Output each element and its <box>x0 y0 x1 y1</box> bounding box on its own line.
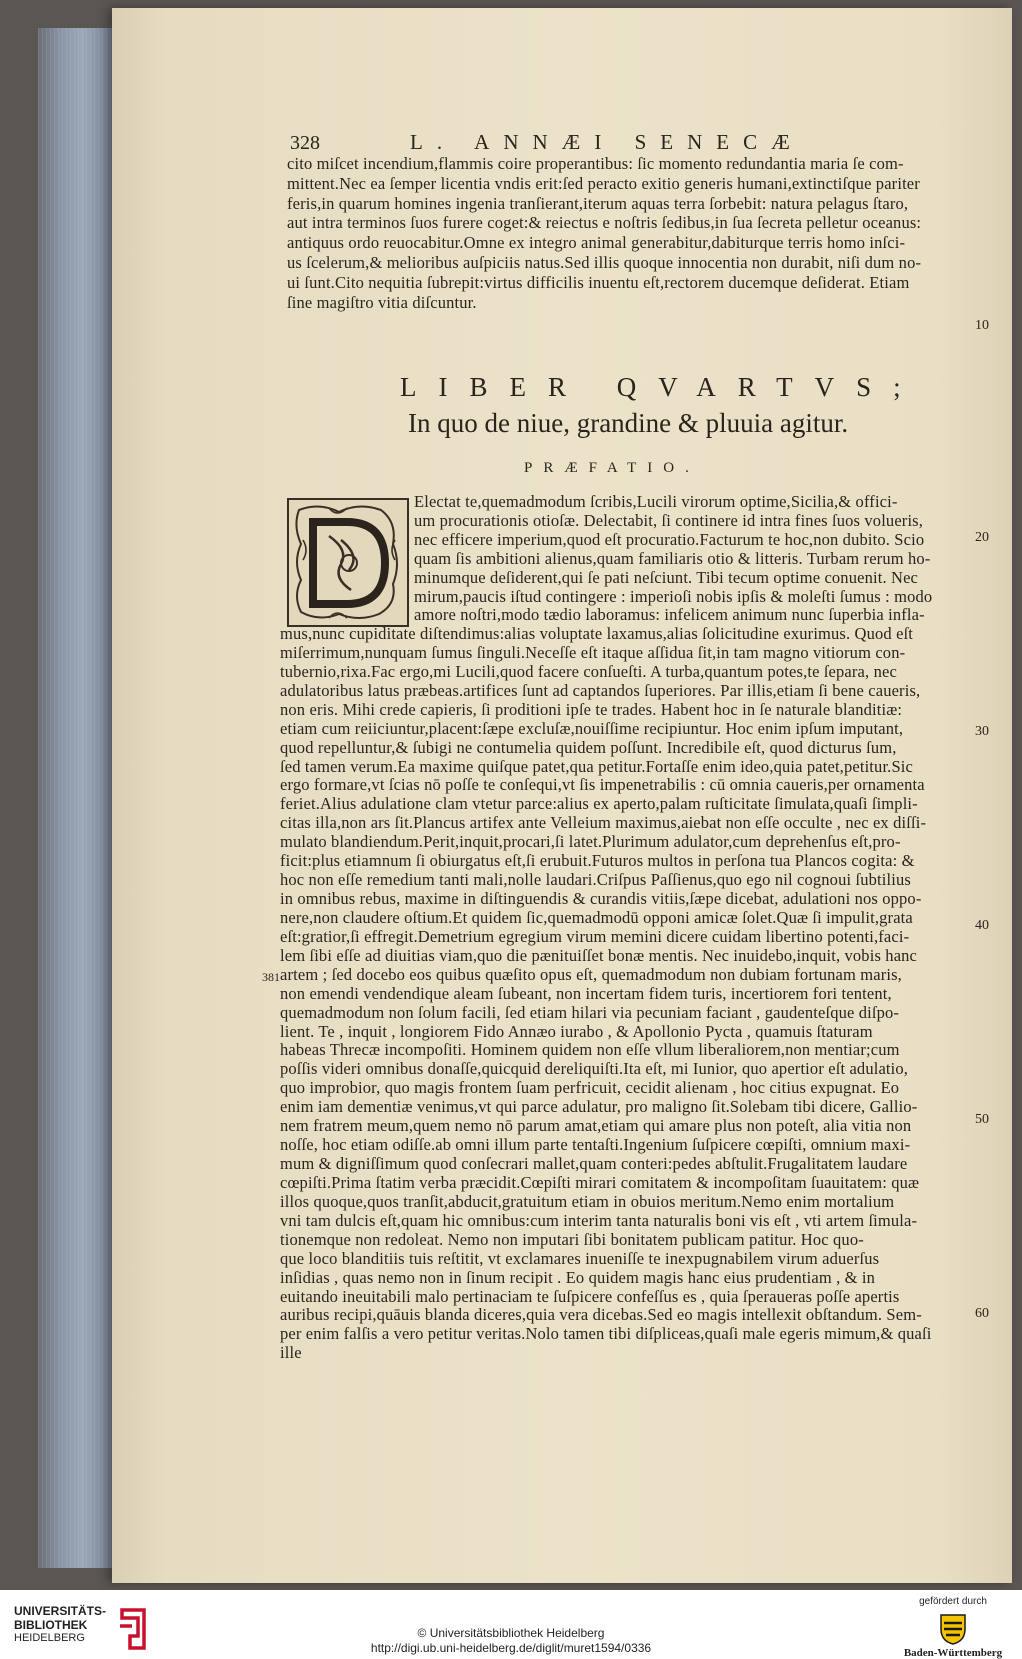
text-line: eſt:gratior,ſi effregit.Demetrium egregium virum memini dicere cuidam libertino potenti,faci- <box>280 926 910 946</box>
text-line: ficit:plus etiamnum ſi obiurgatus eſt,ſi erubuit.Futuros multos in perſona tua Plancos cogita: & <box>280 851 915 871</box>
margin-number: 50 <box>975 1112 989 1127</box>
text-line: non eris. Mihi crede capieris, ſi proditioni ipſe te trades. Habent hoc in ſe naturale blanditiæ: <box>280 699 903 719</box>
text-line: cito miſcet incendium,flammis coire properantibus: ſic momento redundantia maria ſe com- <box>287 154 904 173</box>
text-line: ſine magiſtro vitia diſcuntur. <box>287 292 477 312</box>
text-line: auribus recipi,quāuis blanda diceres,quia vera dicebas.Sed eo magis intellexit obſtandum. Sem- <box>280 1305 922 1325</box>
section-heading: PRÆFATIO. <box>524 460 700 476</box>
text-line: euitando ineuitabili malo pertinaciam te ſuſpicere confeſſus es , quia ſperaueras poſſe apertis <box>280 1286 900 1306</box>
text-line: quo improbior, quo magis frontem ſuam perfricuit, cecidit alienam , hoc citius expugnat. Eo <box>280 1078 900 1098</box>
text-line: Electat te,quemadmodum ſcribis,Lucili virorum optime,Sicilia,& offici- <box>414 492 898 511</box>
text-line: quod repelluntur,& ſubigi ne contumelia quidem poſſunt. Incredibile eſt, quod dicturus ſum, <box>280 737 897 757</box>
text-line: ui ſunt.Cito nequitia ſubrepit:virtus difficilis inuentu eſt,rectorem ducemque deſiderat. Etiam <box>287 272 910 292</box>
library-name-line1: UNIVERSITÄTS- <box>14 1604 107 1618</box>
text-line: nere,non claudere oſtium.Et quidem ſic,quemadmodū opponi amicæ ſolet.Quæ ſi impulit,grata <box>280 907 913 927</box>
text-line: artem ; ſed docebo eos quibus quæſito opus eſt, quemadmodum non dubiam fortunam maris, <box>280 964 902 984</box>
text-line: nem fratrem meum,quem nemo nō parum amat,etiam qui amare plus non poteſt, alia vitia non <box>280 1116 912 1136</box>
margin-number: 40 <box>975 918 989 933</box>
margin-number: 30 <box>975 724 989 739</box>
coat-of-arms-icon <box>939 1611 967 1645</box>
text-line: illos quoque,quos tranſit,abducit,gratuitum etiam in obuios meritum.Nemo enim mortalium <box>280 1191 895 1211</box>
library-name-line2: BIBLIOTHEK <box>14 1618 88 1632</box>
margin-number: 10 <box>975 318 989 333</box>
text-line: nec efficere imperium,quod eſt procuratio.Facturum te hoc,non dubito. Scio <box>414 529 925 549</box>
text-line: per enim falſis a vero petitur veritas.Nolo tamen tibi diſpliceas,quaſi male egeris mimum,& quaſi <box>280 1324 932 1344</box>
text-line: que loco blanditiis tuis reſtitit, vt exclamares inueniſſe te inexpugnabilem virum aduerſus <box>280 1248 880 1268</box>
text-line: lient. Te , inquit , longiorem Fido Annæo iurabo , & Apollonio Pycta , quamuis ſtaturam <box>280 1021 873 1041</box>
running-head: L. ANNÆI SENECÆ <box>410 130 804 154</box>
text-line: feris,in quarum homines ingenia tranſierant,iterum aquas terra ſorbebit: natura pelagus ſtaro, <box>287 193 909 213</box>
initial-ornament-icon <box>289 500 407 625</box>
copyright-notice <box>0 1626 1022 1656</box>
text-line: feriet.Alius adulatione clam vtetur parce:alius ex aperto,palam ruſticitate ſimulata,quaſi ſimpli- <box>280 794 918 814</box>
text-line: adulatoribus latus præbeas.artifices ſunt ad captandos ſuperiores. Par illis,etiam ſi bene caueris, <box>280 680 921 700</box>
text-line: ergo formare,vt ſcias nō poſſe te conſequi,vt ſis impenetrabilis : cū omnia caueris,per ornamenta <box>280 775 925 795</box>
text-line: amore noſtri,modo tædio laboramus: infelicem animum nunc ſuperbia infla- <box>414 605 925 625</box>
text-line: aut intra terminos ſuos furere coget:& reiectus e noſtris ſedibus,in ſua ſecreta pelletur oceanus: <box>287 213 922 233</box>
funder-block <box>898 1596 1008 1659</box>
library-name-line3: HEIDELBERG <box>14 1632 85 1644</box>
text-line: vni tam dulcis eſt,quam hic omnibus:cum interim tanta naturalis boni vis eſt , vti artem ſimula- <box>280 1210 918 1230</box>
funded-by-label: gefördert durch <box>919 1596 987 1607</box>
text-line: habeas Threcæ incompoſiti. Hominem quidem non eſſe vllum liberaliorem,non mentiar;cum <box>280 1040 900 1060</box>
text-line: non emendi vendendique aleam ſubeant, non incertam fidem turis, incertiorem fori tentent, <box>280 983 892 1003</box>
text-line: mirum,paucis iſtud contingere : imperioſi nobis ipſis & moleſti ſumus : modo <box>414 586 933 606</box>
text-line: minumque deſiderent,qui ſe pati neſciunt. Tibi tecum optime conuenit. Nec <box>414 567 919 587</box>
text-line: mum & digniſſimum quod conſecrari mallet,quam conteri:pedes abſtulit.Frugalitatem laudare <box>280 1154 908 1174</box>
text-line: mulato blandiendum.Perit,inquit,procari,ſi latet.Plurimum adulator,cum deprehenſus eſt,pro- <box>280 832 901 852</box>
text-line: citas illa,non ars ſit.Plancus artifex ante Velleium maximus,aiebat non eſſe occulte , nec ex diſſi- <box>280 813 927 833</box>
source-url[interactable]: http://digi.ub.uni-heidelberg.de/diglit/muret1594/0336 <box>370 1641 652 1655</box>
text-line: tionemque non redoleat. Nemo non imputari ſibi bonitatem publicam patitur. Hoc quo- <box>280 1229 864 1249</box>
text-line: inſidias , quas nemo non in ſinum recipit . Eo quidem magis hanc eius prudentiam , & in <box>280 1267 876 1287</box>
text-line: mittent.Nec ea ſemper licentia vndis erit:ſed peracto exitio generis humani,extinctiſque pariter <box>287 173 920 193</box>
book-subtitle: In quo de niue, grandine & pluuia agitur. <box>408 408 849 438</box>
text-line: um procurationis otioſæ. Delectabit, ſi continere id intra fines ſuos volueris, <box>414 510 924 530</box>
decorated-initial <box>287 498 409 627</box>
footer-bar <box>0 1590 1022 1659</box>
text-line: tubernio,rixa.Fac ergo,mi Lucili,quod facere conſueſti. A turba,quantum potes,te ſepara, nec <box>280 661 897 681</box>
text-line: us ſcelerum,& melioribus auſpiciis natus.Sed illis quoque innocentia non durabit, niſi dum no- <box>287 253 922 272</box>
text-line: lem ſibi eſſe ad diuitias viam,quo die pænituiſſet bonæ mentis. Nec inuidebo,inquit, vobis hanc <box>280 945 918 965</box>
page-number: 328 <box>290 132 320 154</box>
book-title: LIBER QVARTVS; <box>400 372 923 402</box>
funder-name: Baden-Württemberg <box>903 1647 1003 1659</box>
text-line: noſſe, hoc etiam odiſſe.ab omni illum parte tentaſti.Ingenium ſuſpicere cœpiſti, omnium maxi- <box>280 1135 911 1155</box>
text-line: quemadmodum non ſolum facili, ſed etiam hilari via pecuniam faciant , gaudenteſque diſpo- <box>280 1002 900 1022</box>
text-line: mus,nunc cupiditate diſtendimus:alias voluptate laxamus,alias ſolicitudine exurimus. Quod eſt <box>280 624 914 643</box>
text-line: cœpiſti.Prima ſtatim verba præcidit.Cœpiſti mirari comitatem & incompoſitam ſuauitatem: quæ <box>280 1172 920 1192</box>
copyright-text: © Universitätsbibliothek Heidelberg <box>417 1626 605 1640</box>
margin-number: 20 <box>975 530 989 545</box>
text-line: in omnibus rebus, maxime in diſtinguendis & curandis vitiis,ſæpe dicebat, adulationi nos oppo- <box>280 889 922 909</box>
text-line: quam ſis ambitioni alienus,quam familiaris otio & litteris. Turbam rerum ho- <box>414 548 931 568</box>
text-line: antiquus ordo reuocabitur.Omne ex integro animal generabitur,dabiturque terris homo inſci- <box>287 233 906 253</box>
text-line: ſed tamen verum.Ea maxime quiſque patet,qua petitur.Fortaſſe enim ideo,quia patet,petitur.Sic <box>280 756 913 776</box>
margin-number: 381 <box>262 970 280 984</box>
text-line: poſſis videri omnibus donaſſe,quicquid dereliquiſti.Ita eſt, mi Iunior, quo apertior eſt adulatio, <box>280 1059 909 1079</box>
text-line: hoc non eſſe remedium tanti mali,nolle laudari.Criſpus Paſſienus,quo ego nil cognoui ſubtilius <box>280 870 911 890</box>
text-line: etiam cum reiiciuntur,placent:ſæpe excluſæ,nouiſſime recipiuntur. Hoc enim ipſum imputant, <box>280 718 904 738</box>
text-line: miſerrimum,nunquam ſumus ſinguli.Neceſſe eſt itaque aſſidua ſit,in tam magno vitiorum con- <box>280 642 906 662</box>
text-line: ille <box>280 1343 302 1363</box>
text-line: enim iam dementiæ venimus,vt qui parce adulatur, pro maligno ſit.Solebam tibi dicere, Gallio- <box>280 1097 918 1117</box>
margin-number: 60 <box>975 1306 989 1321</box>
